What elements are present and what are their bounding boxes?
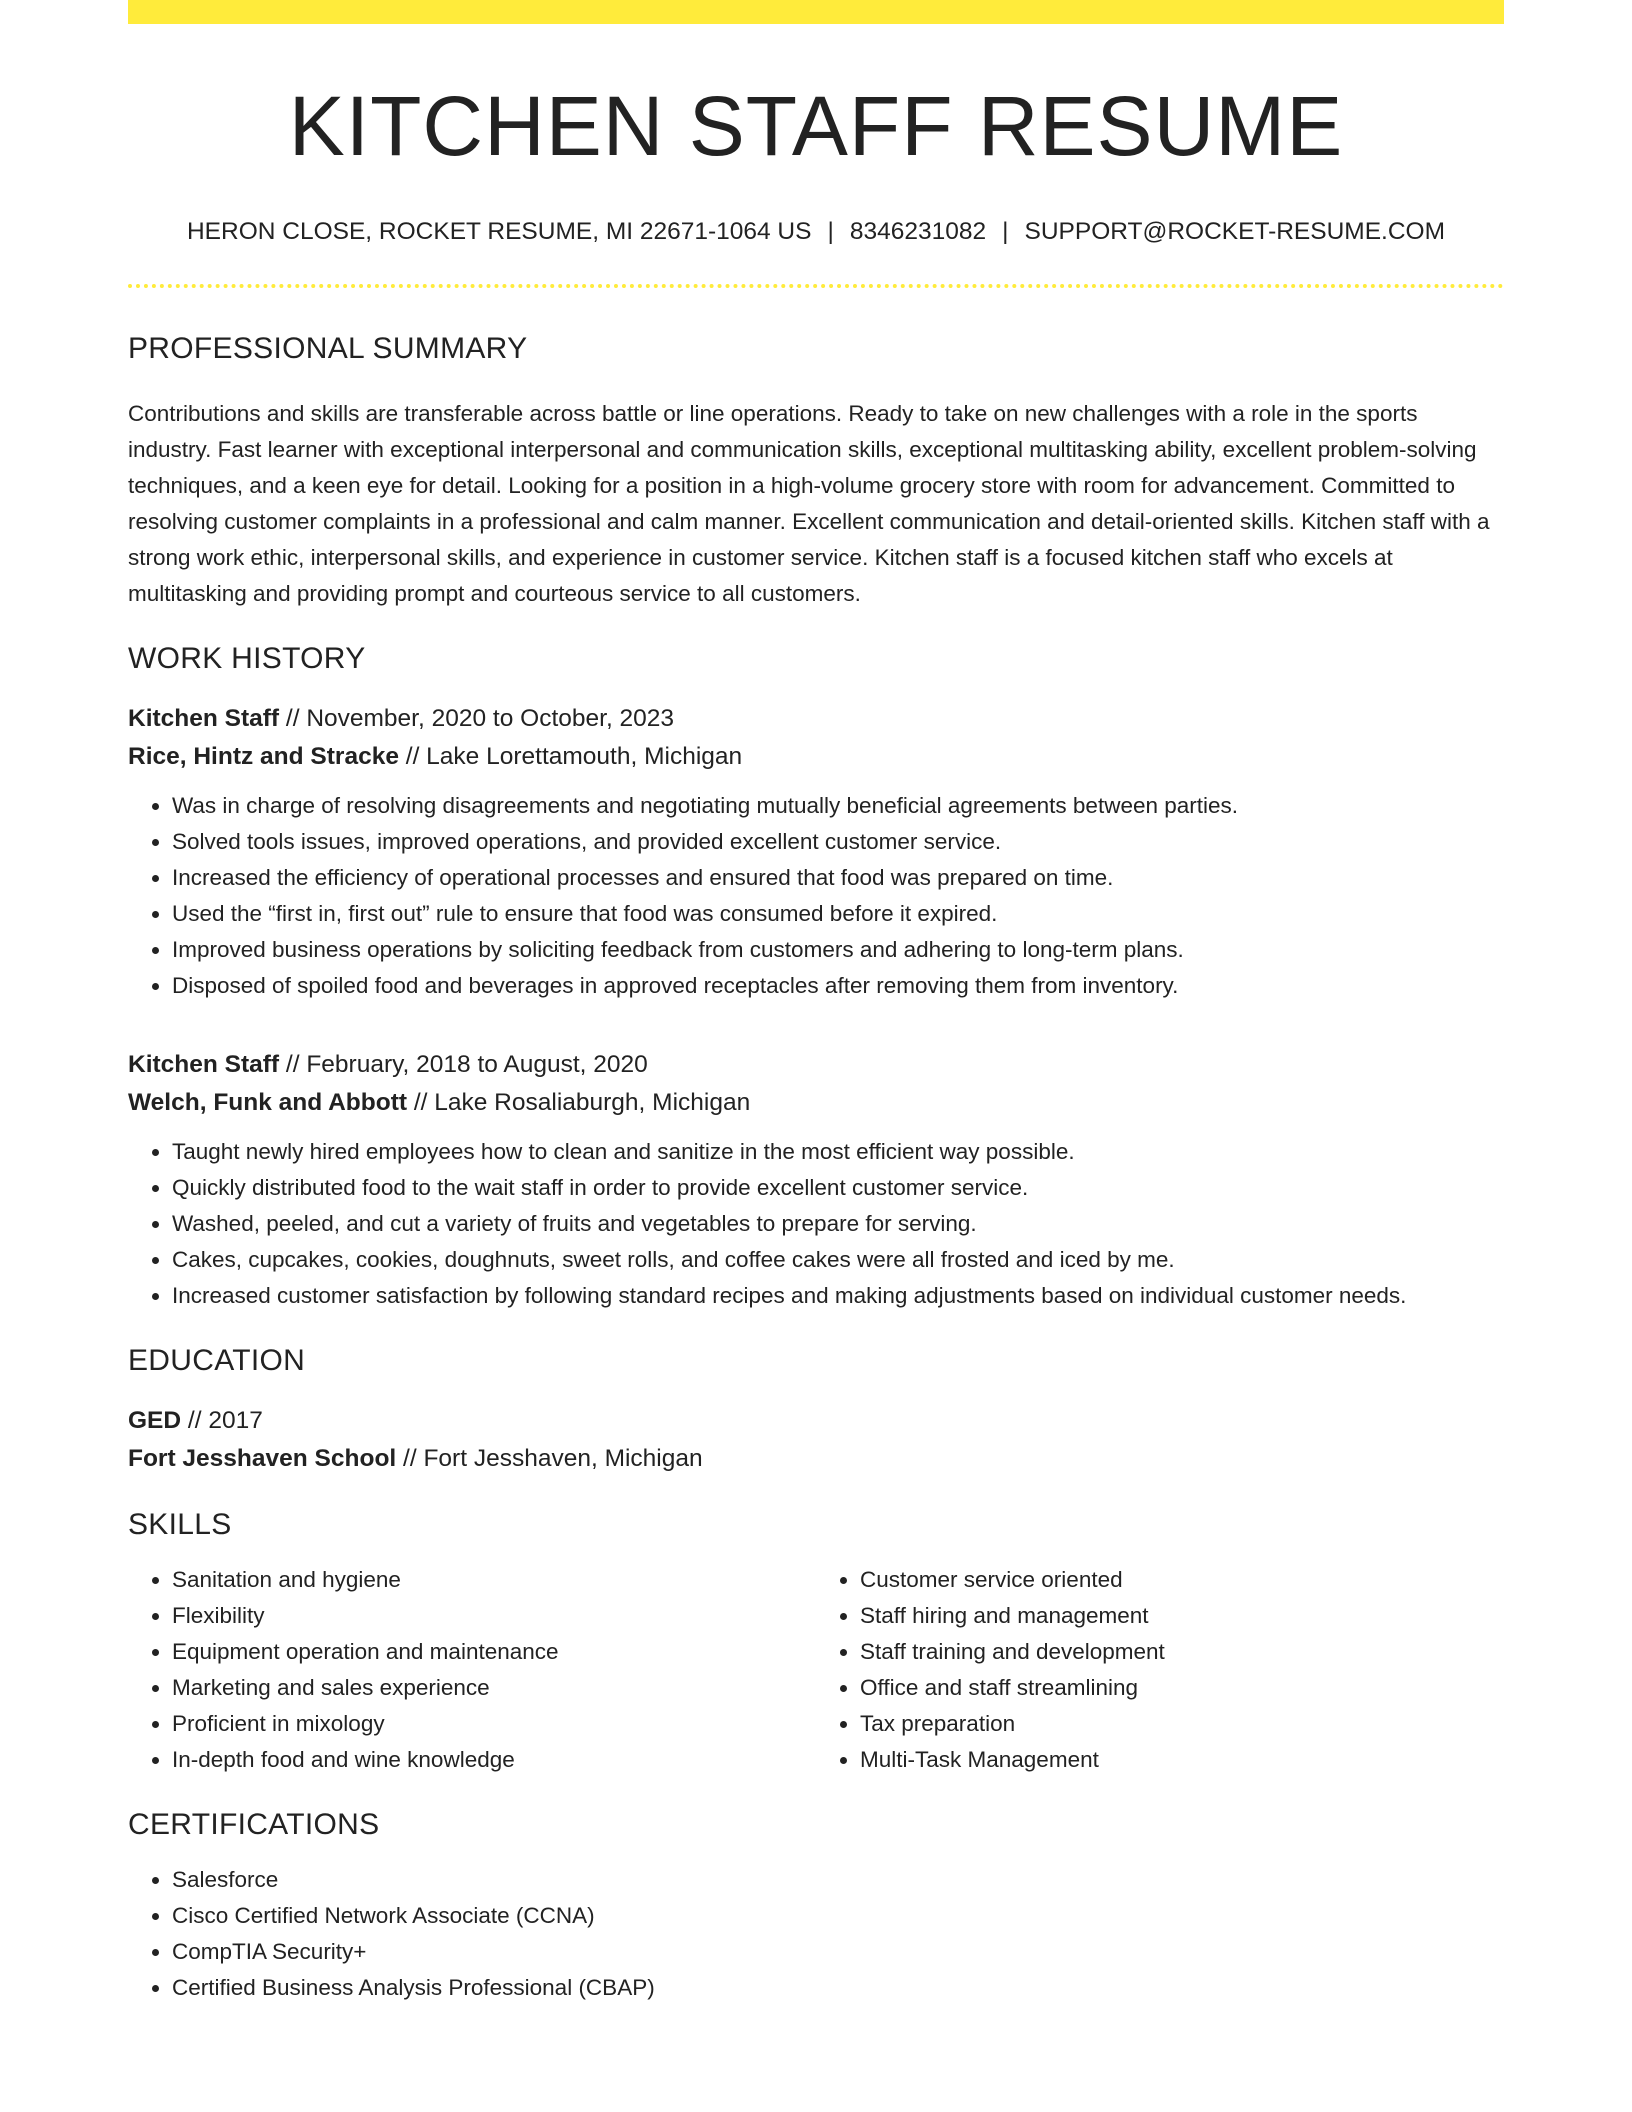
accent-bar [128,0,1504,24]
contact-separator: | [1002,218,1009,246]
list-item: • Was in charge of resolving disagreements and negotiating mutually beneficial agreements between parties. [172,788,1504,824]
school-name: Fort Jesshaven School [128,1445,397,1473]
list-item: • Sanitation and hygiene [172,1562,816,1598]
job-title-line [128,1046,1504,1084]
list-item: • CompTIA Security+ [172,1934,1504,1970]
list-item: • Cisco Certified Network Associate (CCNA) [172,1898,1504,1934]
contact-phone: 8346231082 [849,218,987,246]
list-item: • Washed, peeled, and cut a variety of fruits and vegetables to prepare for serving. [172,1206,1504,1242]
job-company: Rice, Hintz and Stracke [128,743,399,771]
list-item: • Used the “first in, first out” rule to ensure that food was consumed before it expired. [172,896,1504,932]
certifications-list [128,1862,1504,2006]
job-duties-list [128,788,1504,1004]
certifications-heading: CERTIFICATIONS [128,1808,380,1842]
list-item: • Solved tools issues, improved operations, and provided excellent customer service. [172,824,1504,860]
contact-separator: | [827,218,834,246]
job-duties-list [128,1134,1504,1314]
list-item: • Improved business operations by soliciting feedback from customers and adhering to long-term plans. [172,932,1504,968]
list-item: • Office and staff streamlining [860,1670,1504,1706]
contact-email: SUPPORT@ROCKET-RESUME.COM [1024,218,1446,246]
job-entry [128,700,1504,1004]
job-dates: // February, 2018 to August, 2020 [279,1051,648,1079]
degree-year: // 2017 [181,1407,263,1435]
education-heading: EDUCATION [128,1344,306,1378]
list-item: • In-depth food and wine knowledge [172,1742,816,1778]
list-item: • Disposed of spoiled food and beverages in approved receptacles after removing them from inventory. [172,968,1504,1004]
list-item: • Staff training and development [860,1634,1504,1670]
job-location: // Lake Rosaliaburgh, Michigan [407,1089,751,1117]
skills-list-left [128,1562,816,1778]
list-item: • Staff hiring and management [860,1598,1504,1634]
education-entry [128,1402,1504,1478]
job-location: // Lake Lorettamouth, Michigan [398,743,743,771]
school-location: // Fort Jesshaven, Michigan [396,1445,703,1473]
list-item: • Quickly distributed food to the wait staff in order to provide excellent customer service. [172,1170,1504,1206]
job-company-line [128,738,1504,776]
job-title: Kitchen Staff [128,1051,280,1079]
list-item: • Salesforce [172,1862,1504,1898]
list-item: • Cakes, cupcakes, cookies, doughnuts, sweet rolls, and coffee cakes were all frosted and iced by me. [172,1242,1504,1278]
summary-text: Contributions and skills are transferable across battle or line operations. Ready to take on new challenges with a role in the sports industry. Fast learner with exceptional interpersonal and communication skills, exceptional multitasking ability, excellent problem-solving techniques, and a keen eye for detail. Looking for a position in a high-volume grocery store with room for advancement. Committed to resolving customer complaints in a professional and calm manner. Excellent communication and detail-oriented skills. Kitchen staff with a strong work ethic, interpersonal skills, and experience in customer service. Kitchen staff is a focused kitchen staff who excels at multitasking and providing prompt and courteous service to all customers. [128,401,1490,607]
dotted-divider [128,284,1504,288]
contact-line [128,218,1504,246]
skills-heading: SKILLS [128,1508,232,1542]
list-item: • Proficient in mixology [172,1706,816,1742]
list-item: • Customer service oriented [860,1562,1504,1598]
list-item: • Marketing and sales experience [172,1670,816,1706]
skills-grid [128,1562,1504,1778]
degree: GED [128,1407,182,1435]
resume-page [128,0,1504,2006]
job-dates: // November, 2020 to October, 2023 [279,705,675,733]
list-item: • Taught newly hired employees how to clean and sanitize in the most efficient way possible. [172,1134,1504,1170]
school-line [128,1440,1504,1478]
list-item: • Multi-Task Management [860,1742,1504,1778]
list-item: • Tax preparation [860,1706,1504,1742]
degree-line [128,1402,1504,1440]
job-entry [128,1046,1504,1314]
job-title: Kitchen Staff [128,705,280,733]
list-item: • Certified Business Analysis Professional (CBAP) [172,1970,1504,2006]
job-company: Welch, Funk and Abbott [128,1089,408,1117]
job-title-line [128,700,1504,738]
list-item: • Increased the efficiency of operational processes and ensured that food was prepared on time. [172,860,1504,896]
resume-title: KITCHEN STAFF RESUME [288,79,1344,173]
skills-list-right [816,1562,1504,1778]
work-history-heading: WORK HISTORY [128,642,366,676]
list-item: • Equipment operation and maintenance [172,1634,816,1670]
list-item: • Flexibility [172,1598,816,1634]
summary-heading: PROFESSIONAL SUMMARY [128,332,528,366]
job-company-line [128,1084,1504,1122]
contact-address: HERON CLOSE, ROCKET RESUME, MI 22671-1064 US [186,218,812,246]
list-item: • Increased customer satisfaction by following standard recipes and making adjustments based on individual customer needs. [172,1278,1504,1314]
